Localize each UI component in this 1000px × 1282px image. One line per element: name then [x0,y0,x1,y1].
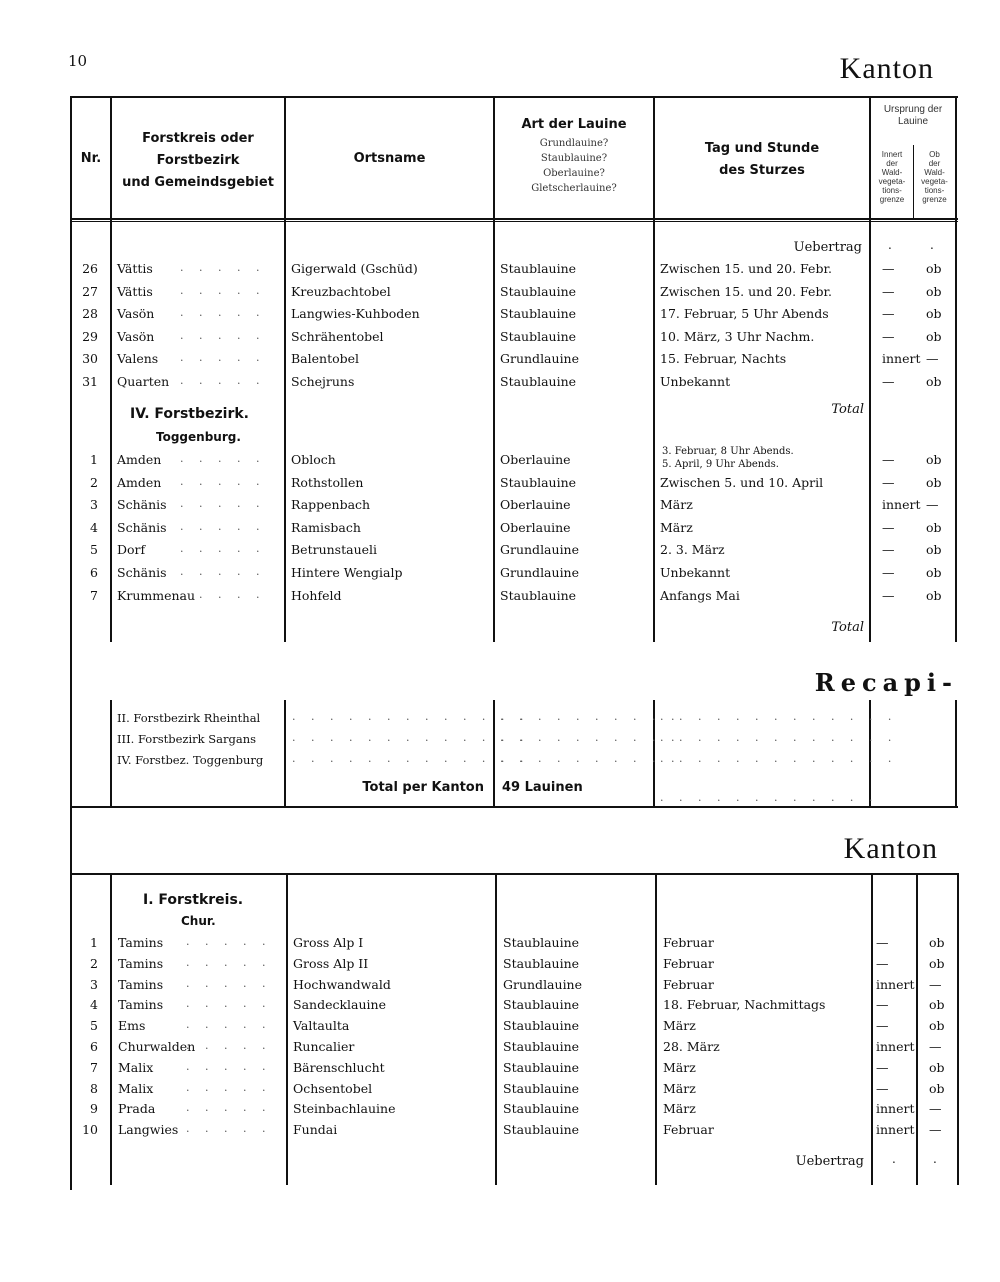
row-tag: März [660,519,693,535]
row-innert: — [882,474,895,490]
row-number: 6 [90,1039,98,1054]
row-ob: — [929,1039,942,1054]
row-art: Staublauine [503,955,580,971]
row-innert: innert [876,976,915,992]
row-ort: Tamins [118,955,164,971]
row-ob: ob [926,261,942,276]
header-ob: Ob der Wald- vegeta- tions- grenze [921,150,948,204]
recap-row: III. Forstbezirk Sargans [117,732,257,746]
row-leader-dots: . . . . . [180,452,266,465]
row-tag: Februar [663,976,714,992]
row-leader-dots: . . . . . [186,997,272,1011]
row-innert: — [876,1080,889,1096]
row-leader-dots: . . . . . [186,1080,272,1094]
row-number: 2 [90,474,98,490]
row-innert: — [882,283,895,299]
row-ort: Prada [118,1101,156,1117]
row-number: 1 [90,452,98,467]
row-number: 3 [90,497,98,513]
total-label-2: Total [831,620,864,635]
header-innert: Innert der Wald- vegeta- tions- grenze [878,150,906,204]
row-ob: ob [929,955,945,971]
section4-title: IV. Forstbezirk. [130,406,249,422]
header-bottom-rule [70,218,958,220]
row-innert: — [882,565,895,580]
row-tag: März [660,497,693,513]
recap-heading: Recapi- [814,668,958,697]
row-ort: Churwalden [118,1039,196,1054]
row-innert: innert [876,1039,915,1054]
row-ort: Schänis [117,497,167,513]
row-number: 2 [90,955,98,971]
row-ort: Krummenau [117,587,196,603]
row-ob: ob [926,306,942,321]
row-ort: Ems [118,1018,146,1034]
row-ortsname: Balentobel [291,351,360,366]
row-ob: — [929,976,942,992]
recap-list [117,708,263,771]
row-ort: Malix [118,1080,154,1096]
row-ortsname: Fundai [293,1122,338,1138]
kanton2-heading: Kanton [843,832,938,865]
row-ortsname: Rappenbach [291,497,371,513]
row-innert: innert [882,497,921,513]
section1-subtitle: Chur. [181,914,216,928]
section4-subtitle: Toggenburg. [156,430,241,444]
row-ortsname: Bärenschlucht [293,1059,385,1075]
table2-top-rule [70,873,958,875]
row-ortsname: Rothstollen [291,474,364,490]
row-innert: — [876,935,889,950]
row-ort: Tamins [118,997,164,1013]
row-art: Staublauine [503,1018,580,1034]
row-leader-dots: . . . . . [180,373,266,387]
row-innert: — [882,328,895,344]
row-ortsname: Kreuzbachtobel [291,283,391,299]
table-top-rule [70,96,958,98]
row-ortsname: Runcalier [293,1039,355,1054]
row-art: Staublauine [500,474,577,490]
row-art: Staublauine [503,997,580,1013]
row-leader-dots: . . . . . [180,474,266,488]
row-ob: ob [926,283,942,299]
row-tag: Unbekannt [660,373,731,389]
row-leader-dots: . . . . . [180,261,266,274]
row-art: Staublauine [500,328,577,344]
row-tag: März [663,1018,696,1034]
row-leader-dots: . . . . . [186,1018,272,1032]
row-ob: ob [926,542,942,558]
row-ort: Valens [117,351,159,366]
row-tag: Februar [663,935,714,950]
row-ob: ob [926,587,942,603]
row-number: 1 [90,935,98,950]
section1-title: I. Forstkreis. [143,892,244,908]
row-ortsname: Schejruns [291,373,355,389]
bottom-uebertrag-label: Uebertrag [795,1154,864,1169]
row-art: Staublauine [503,1101,580,1117]
row-innert: — [882,452,895,467]
row-innert: innert [876,1122,915,1138]
row-ob: ob [926,452,942,467]
row-ob: — [929,1101,942,1117]
right-border [955,96,957,642]
row-ort: Quarten [117,373,170,389]
row-number: 9 [90,1101,98,1117]
row-ortsname: Valtaulta [293,1018,350,1034]
row-leader-dots: . . . . . [180,351,266,364]
row-ort: Vasön [117,306,155,321]
row-ortsname: Ramisbach [291,519,361,535]
row-innert: — [876,1018,889,1034]
row-number: 30 [82,351,98,366]
row-innert: — [876,955,889,971]
row-ort: Dorf [117,542,146,558]
row-ob: ob [929,1059,945,1075]
row-leader-dots: . . . . . [186,1039,272,1052]
row-number: 5 [90,542,98,558]
row-art: Oberlauine [500,497,571,513]
recap-dots-art: . . . . . . . . . . . . . . . . . . . . . . . . . . . . . . [500,710,681,765]
row-ob: ob [929,1018,945,1034]
row-ort: Schänis [117,565,167,580]
row-art: Staublauine [503,935,580,950]
row-art: Grundlauine [500,542,580,558]
row-ortsname: Obloch [291,452,336,467]
row-ortsname: Betrunstaueli [291,542,378,558]
row-art: Grundlauine [500,565,580,580]
row-innert: — [882,587,895,603]
row-number: 28 [82,306,98,321]
row-ortsname: Schrähentobel [291,328,384,344]
row-innert: — [876,997,889,1013]
header-art: Art der Lauine Grundlauine? Staublauine? Oberlauine? Gletscherlauine? [521,117,627,194]
row-tag: März [663,1101,696,1117]
row-number: 6 [90,565,98,580]
row-ort: Tamins [118,935,164,950]
row-leader-dots: . . . . . [186,1122,272,1136]
total-label-1: Total [831,402,864,417]
row-tag: März [663,1080,696,1096]
header-ursprung: Ursprung der Lauine [883,104,943,127]
row-ortsname: Gigerwald (Gschüd) [291,261,418,276]
row-ort: Amden [117,474,162,490]
t2-right-border [957,873,959,1185]
row-tag: Anfangs Mai [660,587,740,603]
row-tag: Zwischen 15. und 20. Febr. [660,261,833,276]
recap-divider-1 [110,700,112,806]
row-tag: 15. Februar, Nachts [660,351,787,366]
page-number: 10 [68,52,88,70]
row-art: Staublauine [503,1080,580,1096]
row-ortsname: Ochsentobel [293,1080,373,1096]
row-art: Staublauine [503,1059,580,1075]
row-ob: — [929,1122,942,1138]
row-leader-dots: . . . . . [180,542,266,556]
row-ort: Vättis [117,261,153,276]
header-nr: Nr. [80,151,102,166]
recap-dots-ortsname: . . . . . . . . . . . . . . . . . . . . . . . . . . . . . . . . . . . . . . . [292,710,530,765]
row-ob: ob [926,565,942,580]
row-art: Staublauine [503,1039,580,1054]
row-ob: ob [929,1080,945,1096]
row-leader-dots: . . . . . [186,955,272,969]
row-leader-dots: . . . . . [180,587,266,601]
row-art: Oberlauine [500,452,571,467]
row-ortsname: Sandecklauine [293,997,386,1013]
row-ortsname: Steinbachlauine [293,1101,396,1117]
row-number: 31 [82,373,98,389]
row-art: Staublauine [500,261,577,276]
row-number: 10 [82,1122,98,1138]
row-number: 3 [90,976,98,992]
row-innert: innert [882,351,921,366]
t2-col-divider-tag [871,873,873,1185]
row-ort: Tamins [118,976,164,992]
row-leader-dots: . . . . . [180,519,266,533]
row-art: Oberlauine [500,519,571,535]
row-art: Grundlauine [503,976,583,992]
row-tag: März [663,1059,696,1075]
row-art: Grundlauine [500,351,580,366]
recap-divider-2 [284,700,286,806]
total-per-kanton-label: Total per Kanton [362,780,484,795]
header-ortsname: Ortsname [353,151,426,166]
row-ort: Vasön [117,328,155,344]
row-ort: Langwies [118,1122,179,1138]
row-ort: Vättis [117,283,153,299]
row-leader-dots: . . . . . [186,1059,272,1073]
row-number: 26 [82,261,98,276]
row-leader-dots: . . . . . [180,328,266,342]
row-tag: Zwischen 15. und 20. Febr. [660,283,833,299]
row-number: 4 [90,997,98,1013]
row-leader-dots: . . . . . [186,1101,272,1115]
uebertrag-dot-innert: . [888,238,892,252]
row-ortsname: Gross Alp II [293,955,369,971]
row-number: 5 [90,1018,98,1034]
row-ob: — [926,351,939,366]
row-ob: ob [926,519,942,535]
row-leader-dots: . . . . . [180,283,266,297]
row-ob: ob [926,373,942,389]
row-number: 29 [82,328,98,344]
row-tag: Zwischen 5. und 10. April [660,474,824,490]
t2-col-divider-ortsname [495,873,497,1185]
row-leader-dots: . . . . . [186,976,272,990]
t2-col-divider-innert [916,873,918,1185]
header-forstkreis: Forstkreis oder Forstbezirk und Gemeindsgebiet [122,131,274,190]
row-leader-dots: . . . . . [180,497,266,511]
row-number: 27 [82,283,98,299]
kanton-heading: Kanton [839,52,934,85]
recap-row: II. Forstbezirk Rheinthal [117,711,261,725]
row-tag: 18. Februar, Nachmittags [663,997,826,1013]
row-innert: — [876,1059,889,1075]
row-art: Staublauine [500,373,577,389]
col-divider-forstkreis [284,96,286,642]
total-per-kanton-value: 49 Lauinen [502,780,583,795]
row-tag: Februar [663,1122,714,1138]
row-ortsname: Gross Alp I [293,935,364,950]
header-bottom-rule-2 [70,221,958,222]
row-ort: Schänis [117,519,167,535]
row-tag: Februar [663,955,714,971]
bottom-uebertrag-dot-ob: . [933,1152,937,1166]
recap-dots-tag: . . . . . . . . . . . . . . . . . . . . . . . . . . . . . . . . . . . . . . . . . . . . . . . . . . . [660,710,898,804]
row-ob: ob [929,997,945,1013]
row-ob: ob [929,935,945,950]
row-number: 4 [90,519,98,535]
uebertrag-label: Uebertrag [793,240,862,255]
amden-date-line-1: 3. Februar, 8 Uhr Abends. [662,446,794,457]
row-number: 7 [90,1059,98,1075]
t2-col-divider-nr [110,873,112,1185]
row-tag: Unbekannt [660,565,731,580]
row-ortsname: Hohfeld [291,587,342,603]
row-ortsname: Langwies-Kuhboden [291,306,420,321]
header-tag: Tag und Stunde des Sturzes [704,141,820,178]
recap-row: IV. Forstbez. Toggenburg [117,753,264,767]
row-art: Staublauine [500,283,577,299]
recap-divider-6 [955,700,957,806]
row-ob: — [926,497,939,513]
row-ortsname: Hintere Wengialp [291,565,403,580]
row-innert: innert [876,1101,915,1117]
row-leader-dots: . . . . . [180,565,266,578]
bottom-uebertrag-dot-innert: . [892,1152,896,1166]
row-ob: ob [926,328,942,344]
row-ort: Malix [118,1059,154,1075]
row-innert: — [882,306,895,321]
uebertrag-dot-ob: . [930,238,934,252]
t2-col-divider-forstkreis [286,873,288,1185]
row-tag: 17. Februar, 5 Uhr Abends [660,306,829,321]
amden-date-line-2: 5. April, 9 Uhr Abends. [662,459,779,470]
row-ob: ob [926,474,942,490]
row-art: Staublauine [503,1122,580,1138]
row-innert: — [882,373,895,389]
row-leader-dots: . . . . . [180,306,266,319]
row-number: 7 [90,587,98,603]
row-tag: 10. März, 3 Uhr Nachm. [660,328,815,344]
row-innert: — [882,261,895,276]
row-innert: — [882,542,895,558]
row-ortsname: Hochwandwald [293,976,391,992]
row-leader-dots: . . . . . [186,935,272,948]
row-art: Staublauine [500,587,577,603]
row-tag: 2. 3. März [660,542,725,558]
t2-col-divider-art [655,873,657,1185]
row-ort: Amden [117,452,162,467]
row-number: 8 [90,1080,98,1096]
row-innert: — [882,519,895,535]
row-art: Staublauine [500,306,577,321]
row-tag: 28. März [663,1039,720,1054]
